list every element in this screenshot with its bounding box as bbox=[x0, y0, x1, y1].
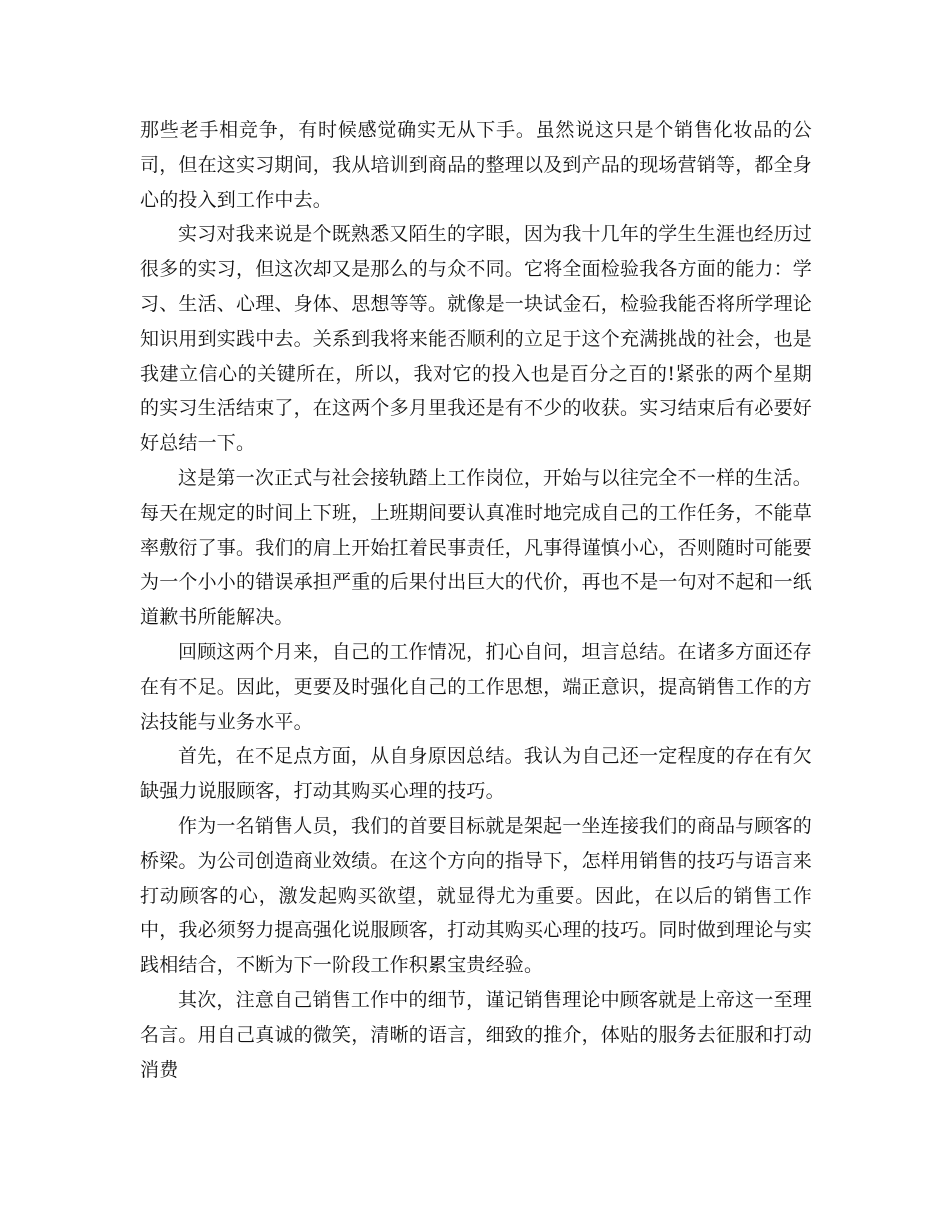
paragraph-review: 回顾这两个月来，自己的工作情况，扪心自问，坦言总结。在诸多方面还存在有不足。因此，更要及时强化自己的工作思想，端正意识，提高销售工作的方法技能与业务水平。 bbox=[140, 640, 813, 733]
paragraph-sales-goal: 作为一名销售人员，我们的首要目标就是架起一坐连接我们的商品与顾客的桥梁。为公司创造商业效绩。在这个方向的指导下，怎样用销售的技巧与语言来打动顾客的心，激发起购买欲望，就显得尤为重要。因此，在以后的销售工作中，我必须努力提高强化说服顾客，打动其购买心理的技巧。同时做到理论与实践相结合，不断为下一阶段工作积累宝贵经验。 bbox=[140, 814, 813, 977]
paragraph-first-point: 首先，在不足点方面，从自身原因总结。我认为自己还一定程度的存在有欠缺强力说服顾客，打动其购买心理的技巧。 bbox=[140, 745, 812, 803]
document-body bbox=[140, 113, 812, 1087]
paragraph-second-point: 其次，注意自己销售工作中的细节，谨记销售理论中顾客就是上帝这一至理名言。用自己真诚的微笑，清晰的语言，细致的推介，体贴的服务去征服和打动消费 bbox=[140, 988, 813, 1081]
paragraph-first-job: 这是第一次正式与社会接轨踏上工作岗位，开始与以往完全不一样的生活。每天在规定的时间上下班，上班期间要认真准时地完成自己的工作任务，不能草率敷衍了事。我们的肩上开始扛着民事责任，凡事得谨慎小心，否则随时可能要为一个小小的错误承担严重的后果付出巨大的代价，再也不是一句对不起和一纸道歉书所能解决。 bbox=[140, 466, 813, 629]
paragraph-internship-meaning: 实习对我来说是个既熟悉又陌生的字眼，因为我十几年的学生生涯也经历过很多的实习，但这次却又是那么的与众不同。它将全面检验我各方面的能力：学习、生活、心理、身体、思想等等。就像是一块试金石，检验我能否将所学理论知识用到实践中去。关系到我将来能否顺利的立足于这个充满挑战的社会，也是我建立信心的关键所在，所以，我对它的投入也是百分之百的!紧张的两个星期的实习生活结束了，在这两个多月里我还是有不少的收获。实习结束后有必要好好总结一下。 bbox=[140, 223, 813, 455]
paragraph-continuation: 那些老手相竞争，有时候感觉确实无从下手。虽然说这只是个销售化妆品的公司，但在这实习期间，我从培训到商品的整理以及到产品的现场营销等，都全身心的投入到工作中去。 bbox=[140, 119, 813, 211]
